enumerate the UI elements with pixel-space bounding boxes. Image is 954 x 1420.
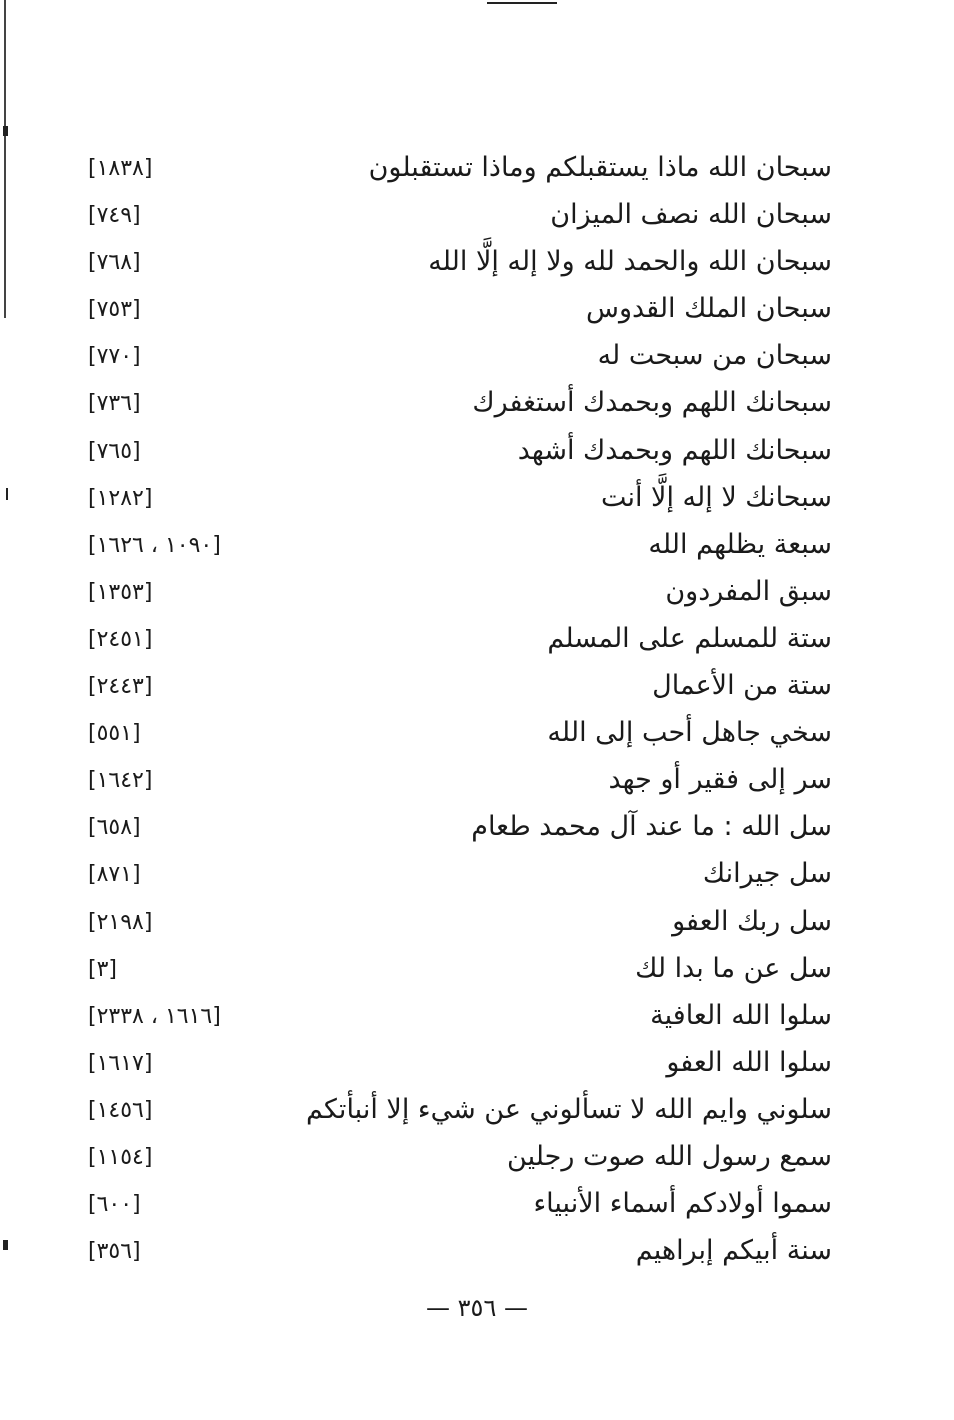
entry-text: سبحان الله نصف الميزان (550, 199, 832, 231)
index-entry (0, 805, 954, 852)
entry-reference: [٧٦٥] (88, 438, 141, 464)
entry-reference: [١٠٩٠ ، ١٦٢٦] (88, 532, 221, 558)
entry-reference: [٢٤٤٣] (88, 674, 153, 700)
entry-text: سبحانك اللهم وبحمدك أشهد (517, 434, 832, 466)
index-entry (0, 381, 954, 428)
entry-reference: [١٣٥٣] (88, 579, 153, 605)
index-entry (0, 1135, 954, 1182)
entry-text: سبعة يظلهم الله (648, 528, 832, 560)
entry-text: سلوا الله العفو (666, 1046, 832, 1078)
entry-reference: [٢١٩٨] (88, 909, 153, 935)
index-entry (0, 240, 954, 287)
index-entry (0, 287, 954, 334)
index-entry (0, 429, 954, 476)
entry-text: ستة للمسلم على المسلم (547, 622, 832, 654)
index-entry (0, 711, 954, 758)
entry-text: سل جيرانك (702, 858, 832, 890)
margin-mark (3, 126, 8, 136)
entry-text: سلوا الله العافية (650, 999, 832, 1031)
entry-reference: [٧٥٣] (88, 297, 141, 323)
index-entry (0, 1041, 954, 1088)
index-list (0, 146, 954, 1276)
index-entry (0, 900, 954, 947)
entry-text: سموا أولادكم أسماء الأنبياء (533, 1188, 832, 1220)
entry-text: سل الله : ما عند آل محمد طعام (471, 811, 832, 843)
entry-reference: [٥٥١] (88, 721, 141, 747)
entry-text: سبحان من سبحت له (597, 340, 832, 372)
index-entry (0, 758, 954, 805)
entry-text: سخي جاهل أحب إلى الله (547, 717, 832, 749)
entry-reference: [٣٥٦] (88, 1239, 141, 1265)
index-entry (0, 852, 954, 899)
entry-reference: [٦٥٨] (88, 815, 141, 841)
entry-reference: [١٢٨٢] (88, 485, 153, 511)
index-entry (0, 617, 954, 664)
entry-text: سنة أبيكم إبراهيم (635, 1235, 832, 1267)
entry-reference: [١١٥٤] (88, 1144, 153, 1170)
entry-reference: [٢٤٥١] (88, 626, 153, 652)
entry-reference: [١٤٥٦] (88, 1097, 153, 1123)
entry-reference: [٣] (88, 956, 118, 982)
entry-text: سل عن ما بدا لك (635, 952, 832, 984)
entry-text: ستة من الأعمال (652, 670, 832, 702)
entry-text: سبحان الملك القدوس (585, 293, 832, 325)
index-entry (0, 1229, 954, 1276)
entry-reference: [١٦١٧] (88, 1050, 153, 1076)
entry-reference: [٧٧٠] (88, 344, 141, 370)
entry-text: سبحان الله ماذا يستقبلكم وماذا تستقبلون (368, 152, 832, 183)
index-entry (0, 947, 954, 994)
entry-reference: [٧٤٩] (88, 203, 141, 229)
entry-reference: [٨٧١] (88, 862, 141, 888)
entry-reference: [١٦٤٢] (88, 768, 153, 794)
entry-text: سبحانك لا إله إلَّا أنت (600, 481, 832, 513)
entry-text: سر إلى فقير أو جهد (608, 764, 832, 796)
index-entry (0, 146, 954, 193)
entry-text: سمع رسول الله صوت رجلين (507, 1140, 832, 1172)
page-number: — ٣٥٦ — (426, 1294, 528, 1322)
index-entry (0, 664, 954, 711)
index-entry (0, 334, 954, 381)
index-entry (0, 523, 954, 570)
entry-text: سلوني وايم الله لا تسألوني عن شيء إلا أنبأتكم (306, 1093, 832, 1125)
entry-reference: [١٦١٦ ، ٢٣٣٨] (88, 1003, 221, 1029)
index-entry (0, 994, 954, 1041)
entry-reference: [٧٦٨] (88, 250, 141, 276)
entry-reference: [١٨٣٨] (88, 156, 153, 181)
index-entry (0, 1182, 954, 1229)
entry-text: سل ربك العفو (672, 905, 832, 937)
index-entry (0, 193, 954, 240)
index-entry (0, 476, 954, 523)
entry-reference: [٦٠٠] (88, 1192, 141, 1218)
top-rule (487, 2, 557, 4)
entry-reference: [٧٣٦] (88, 391, 141, 417)
index-entry (0, 1088, 954, 1135)
entry-text: سبق المفردون (665, 575, 832, 607)
entry-text: سبحانك اللهم وبحمدك أستغفرك (472, 387, 832, 419)
index-entry (0, 570, 954, 617)
entry-text: سبحان الله والحمد لله ولا إله إلَّا الله (428, 246, 832, 278)
